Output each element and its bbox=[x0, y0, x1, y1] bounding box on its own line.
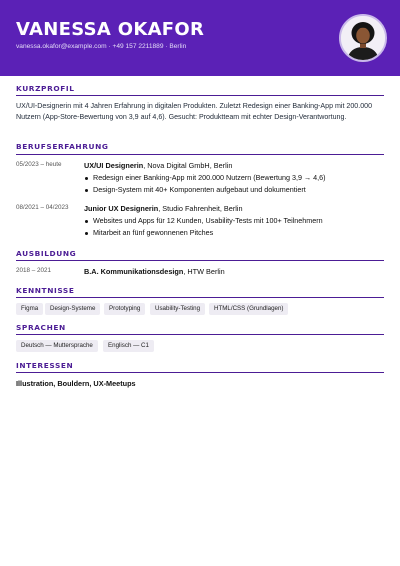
job-company: , Studio Fahrenheit, Berlin bbox=[158, 204, 243, 213]
section-title-interests: INTERESSEN bbox=[16, 361, 74, 370]
job-dates: 05/2023 – heute bbox=[16, 161, 62, 168]
job-dates: 08/2021 – 04/2023 bbox=[16, 204, 69, 211]
section-divider bbox=[16, 154, 384, 155]
skill-chip: Design-Systeme bbox=[45, 303, 100, 315]
job-role: Junior UX Designerin bbox=[84, 204, 159, 213]
section-title-profile: KURZPROFIL bbox=[16, 84, 75, 93]
education-school: , HTW Berlin bbox=[183, 267, 225, 276]
portrait-avatar-icon bbox=[341, 16, 385, 60]
skill-chip: Usability-Testing bbox=[150, 303, 205, 315]
job-role: UX/UI Designerin bbox=[84, 161, 144, 170]
section-divider bbox=[16, 297, 384, 298]
section-title-skills: KENNTNISSE bbox=[16, 286, 75, 295]
language-chip: Englisch — C1 bbox=[103, 340, 154, 352]
job-bullets bbox=[84, 172, 326, 197]
language-chip: Deutsch — Muttersprache bbox=[16, 340, 98, 352]
skill-chip: Prototyping bbox=[104, 303, 145, 315]
section-title-experience: BERUFSERFAHRUNG bbox=[16, 142, 109, 151]
job-bullet: Design-System mit 40+ Komponenten aufgebaut und dokumentiert bbox=[84, 184, 326, 196]
resume-header bbox=[0, 0, 400, 76]
job-bullets bbox=[84, 215, 323, 240]
section-divider bbox=[16, 260, 384, 261]
profile-photo bbox=[339, 14, 387, 62]
profile-summary: UX/UI-Designerin mit 4 Jahren Erfahrung in digitalen Produkten. Zuletzt Redesign einer Banking-App mit 200.000 Nutzern (App-Store-Bewertung von 3,9 auf 4,6). Gesucht: Produktteam mit echter Design-Verantwortung. bbox=[16, 102, 373, 121]
section-divider bbox=[16, 95, 384, 96]
job-bullet: Websites und Apps für 12 Kunden, Usability-Tests mit 100+ Teilnehmern bbox=[84, 215, 323, 227]
section-divider bbox=[16, 334, 384, 335]
candidate-name: VANESSA OKAFOR bbox=[16, 19, 205, 40]
skill-chip: HTML/CSS (Grundlagen) bbox=[209, 303, 288, 315]
education-degree: B.A. Kommunikationsdesign bbox=[84, 267, 184, 276]
skill-chip: Figma bbox=[16, 303, 43, 315]
interests-text: Illustration, Bouldern, UX-Meetups bbox=[16, 379, 136, 388]
contact-line: vanessa.okafor@example.com · +49 157 2211889 · Berlin bbox=[16, 43, 187, 50]
job-title-line bbox=[84, 204, 243, 213]
section-title-languages: SPRACHEN bbox=[16, 323, 66, 332]
section-divider bbox=[16, 372, 384, 373]
job-bullet: Redesign einer Banking-App mit 200.000 Nutzern (Bewertung 3,9 → 4,6) bbox=[84, 172, 326, 184]
education-dates: 2018 – 2021 bbox=[16, 267, 52, 274]
section-title-education: AUSBILDUNG bbox=[16, 249, 77, 258]
education-line bbox=[84, 267, 225, 276]
job-title-line bbox=[84, 161, 232, 170]
job-company: , Nova Digital GmbH, Berlin bbox=[143, 161, 233, 170]
job-bullet: Mitarbeit an fünf gewonnenen Pitches bbox=[84, 227, 323, 239]
